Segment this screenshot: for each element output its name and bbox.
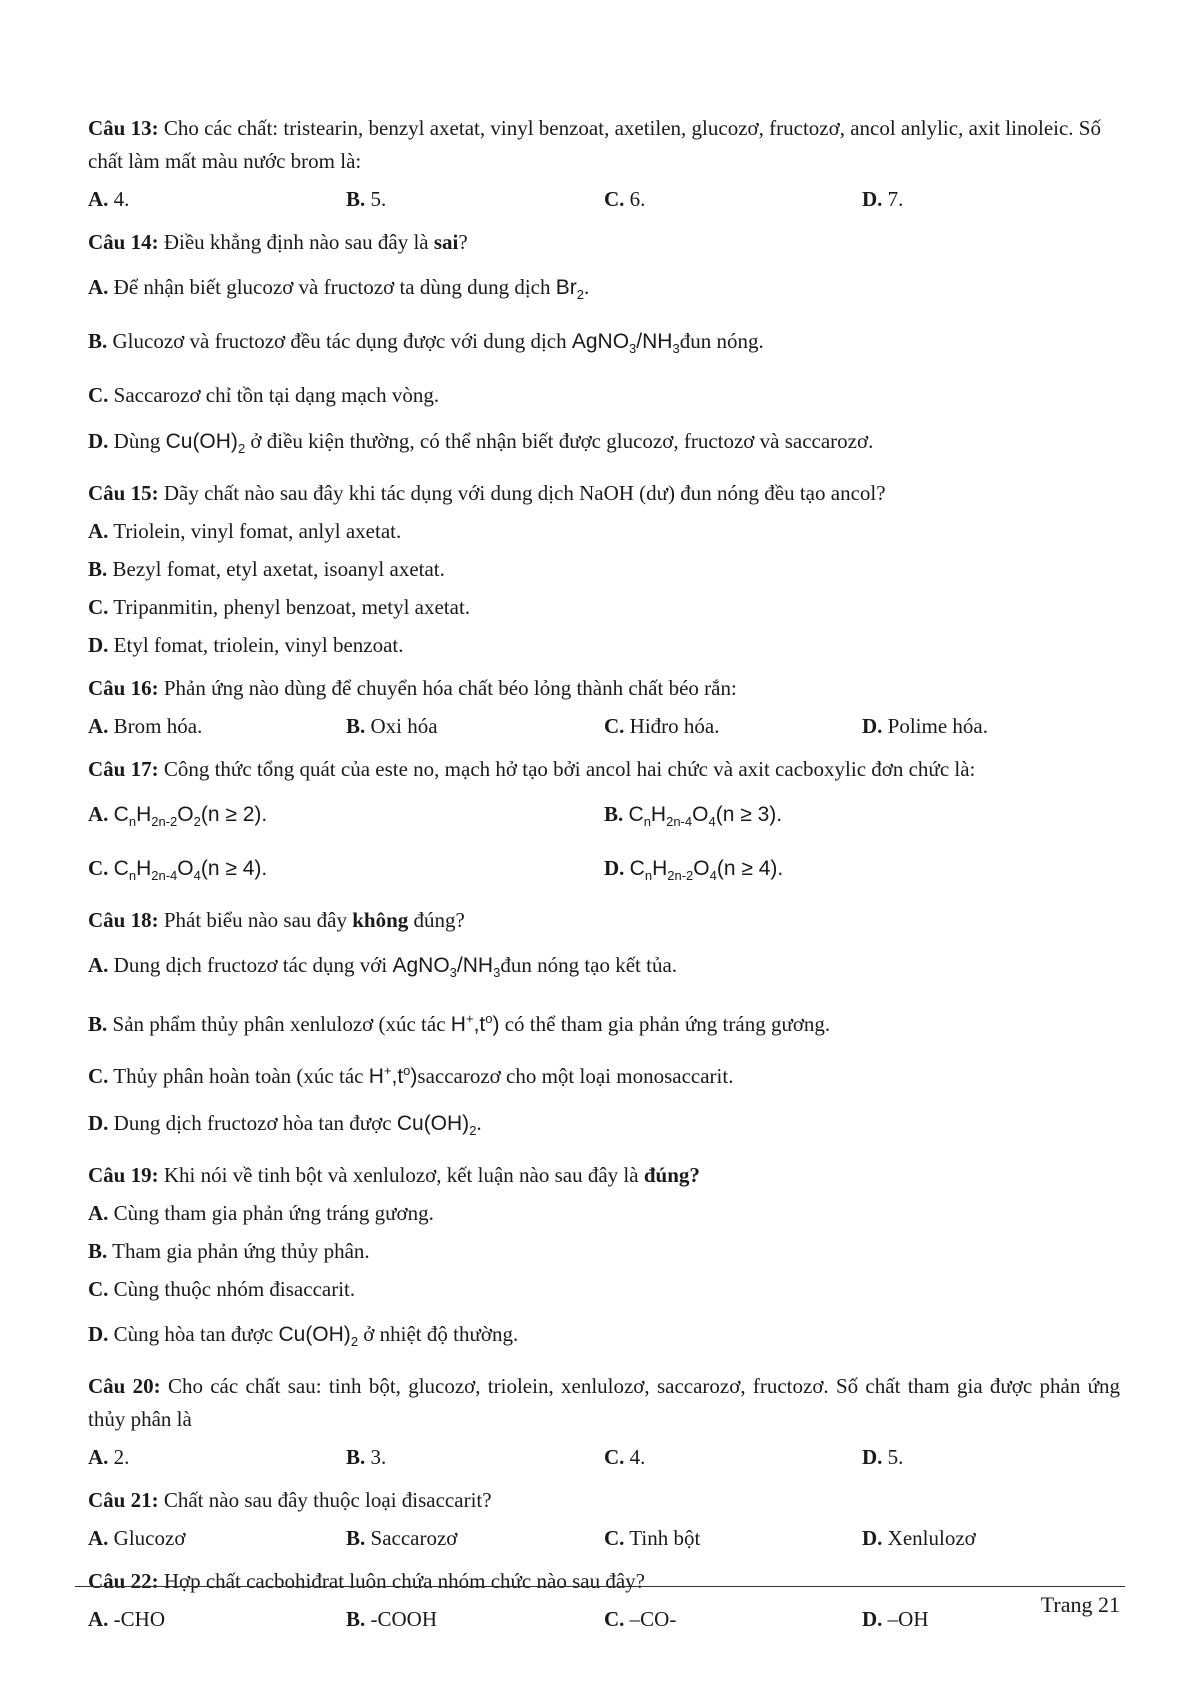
option-label: C. — [88, 856, 109, 880]
question-emphasis: sai — [433, 230, 459, 254]
option-b — [346, 1521, 604, 1555]
formula-sub: 2 — [469, 1123, 477, 1138]
option-text: Thủy phân hoàn toàn (xúc tác — [113, 1064, 364, 1088]
option-text-end: . — [583, 275, 590, 299]
option-c — [604, 182, 862, 216]
formula-part: AgNO — [392, 954, 450, 977]
question-17 — [88, 753, 1120, 786]
option-label: A. — [88, 1201, 109, 1225]
formula-sub: 2n-2 — [667, 868, 694, 883]
option-text: Hiđro hóa. — [629, 714, 720, 738]
option-label: C. — [604, 714, 625, 738]
formula-main: Cu(OH) — [165, 430, 238, 453]
formula-part: ,t — [391, 1065, 404, 1088]
option-label: A. — [88, 714, 109, 738]
option-label: B. — [88, 329, 108, 353]
formula-part: O — [692, 803, 709, 826]
formula-sub: 4 — [193, 868, 201, 883]
option-text: Glucozơ và fructozơ đều tác dụng được với dung dịch — [112, 329, 567, 353]
formula-part: H — [652, 857, 668, 880]
formula-sup: + — [383, 1063, 392, 1078]
question-number: Câu 20: — [88, 1374, 161, 1398]
options-row — [88, 1521, 1120, 1555]
option-c — [88, 377, 1120, 413]
option-label: A. — [88, 519, 109, 543]
page-number: Trang 21 — [1040, 1592, 1120, 1617]
question-number: Câu 22: — [88, 1569, 159, 1593]
option-label: B. — [346, 1526, 366, 1550]
question-number: Câu 18: — [88, 908, 159, 932]
option-d — [862, 1521, 1120, 1555]
formula — [571, 330, 680, 356]
question-19 — [88, 1159, 1120, 1192]
option-d — [88, 1105, 1120, 1149]
formula — [113, 803, 268, 829]
formula-sup: o — [403, 1063, 411, 1078]
option-label: B. — [346, 1607, 366, 1631]
option-a — [88, 1196, 1120, 1230]
question-16 — [88, 672, 1120, 705]
option-text: -CHO — [113, 1607, 166, 1631]
question-number: Câu 19: — [88, 1163, 159, 1187]
option-label: A. — [88, 1445, 109, 1469]
formula-sub: n — [643, 814, 651, 829]
option-b — [88, 323, 1120, 367]
option-text: 3. — [370, 1445, 387, 1469]
option-b — [346, 709, 604, 743]
option-text: Dung dịch fructozơ tác dụng với — [113, 953, 388, 977]
formula-sup: + — [465, 1011, 474, 1026]
formula-part: O — [177, 857, 194, 880]
formula-part: ) — [492, 1013, 500, 1036]
option-text-end: ở điều kiện thường, có thể nhận biết được glucozơ, fructozơ và saccarozơ. — [250, 429, 874, 453]
question-21 — [88, 1484, 1120, 1517]
option-c — [604, 1602, 862, 1636]
formula-part: H — [650, 803, 667, 826]
formula-sub: 4 — [709, 868, 717, 883]
formula-sub: n — [128, 814, 137, 829]
formula-main: Cu(OH) — [278, 1323, 351, 1346]
formula-sub: 2 — [193, 814, 201, 829]
options-row — [88, 850, 1120, 894]
option-label: C. — [88, 1064, 109, 1088]
option-text: Etyl fomat, triolein, vinyl benzoat. — [113, 633, 404, 657]
formula — [451, 1013, 500, 1036]
question-number: Câu 14: — [88, 230, 159, 254]
option-label: D. — [862, 1445, 883, 1469]
formula-condition: (n ≥ 4). — [716, 857, 784, 880]
option-label: D. — [862, 714, 883, 738]
options-row — [88, 796, 1120, 840]
question-text: Chất nào sau đây thuộc loại đisaccarit? — [163, 1488, 492, 1512]
formula-condition: (n ≥ 3). — [715, 803, 783, 826]
formula — [392, 954, 501, 980]
option-label: A. — [88, 802, 109, 826]
question-emphasis: không — [352, 908, 409, 932]
option-label: D. — [862, 1526, 883, 1550]
option-b — [604, 796, 1120, 840]
question-text-end: ? — [458, 230, 468, 254]
options-row — [88, 1602, 1120, 1636]
option-label: A. — [88, 187, 109, 211]
question-18 — [88, 904, 1120, 937]
option-label: C. — [604, 1526, 625, 1550]
question-number: Câu 17: — [88, 757, 159, 781]
option-label: C. — [88, 1277, 109, 1301]
question-number: Câu 13: — [88, 116, 159, 140]
formula-sub: 2n-4 — [666, 814, 693, 829]
options-row — [88, 1440, 1120, 1474]
option-a — [88, 269, 1120, 313]
formula-part: H — [136, 803, 152, 826]
option-d — [88, 423, 1120, 467]
formula — [113, 857, 268, 883]
question-14 — [88, 226, 1120, 259]
option-a — [88, 1440, 346, 1474]
exam-page — [88, 112, 1120, 1638]
option-text: 4. — [629, 1445, 646, 1469]
option-d — [604, 850, 1120, 894]
formula-sub: n — [128, 868, 137, 883]
option-label: C. — [604, 1607, 625, 1631]
formula-part: C — [628, 803, 644, 826]
option-text: Sản phẩm thủy phân xenlulozơ (xúc tác — [112, 1012, 446, 1036]
option-b — [346, 1602, 604, 1636]
formula — [629, 857, 784, 883]
option-a — [88, 796, 604, 840]
option-text: 7. — [887, 187, 904, 211]
formula-sub: 2 — [237, 441, 246, 456]
formula-part: C — [113, 857, 129, 880]
option-label: D. — [88, 1111, 109, 1135]
option-label: A. — [88, 275, 109, 299]
question-text-end: đúng? — [413, 908, 465, 932]
option-text: Brom hóa. — [113, 714, 203, 738]
options-row — [88, 709, 1120, 743]
option-text: Dung dịch fructozơ hòa tan được — [113, 1111, 392, 1135]
option-label: B. — [88, 1012, 108, 1036]
option-c — [604, 1440, 862, 1474]
option-text: Tripanmitin, phenyl benzoat, metyl axetat. — [113, 595, 471, 619]
option-b — [88, 1234, 1120, 1268]
option-a — [88, 1521, 346, 1555]
formula-part: C — [629, 857, 645, 880]
formula-main: Br — [555, 276, 577, 299]
option-c — [88, 1053, 1120, 1095]
option-b — [346, 1440, 604, 1474]
option-text: Tinh bột — [629, 1526, 701, 1550]
option-c — [88, 1272, 1120, 1306]
option-text: 2. — [113, 1445, 130, 1469]
option-label: A. — [88, 1526, 109, 1550]
option-text: Xenlulozơ — [887, 1526, 976, 1550]
question-text: Phản ứng nào dùng để chuyển hóa chất béo lỏng thành chất béo rắn: — [163, 676, 737, 700]
option-text: 6. — [629, 187, 646, 211]
option-label: B. — [346, 187, 366, 211]
formula-sub: 3 — [629, 341, 637, 356]
formula — [628, 803, 783, 829]
option-text-end: saccarozơ cho một loại monosaccarit. — [417, 1064, 734, 1088]
question-15 — [88, 477, 1120, 510]
footer-divider — [75, 1586, 1125, 1587]
question-20 — [88, 1370, 1120, 1436]
option-text: Glucozơ — [113, 1526, 186, 1550]
question-text: Cho các chất sau: tinh bột, glucozơ, triolein, xenlulozơ, saccarozơ, fructozơ. Số chất tham gia được phản ứng thủy phân là — [88, 1374, 1121, 1431]
option-d — [862, 1440, 1120, 1474]
option-text-end: . — [476, 1111, 482, 1135]
formula-part: C — [113, 803, 129, 826]
formula-part: H — [136, 857, 152, 880]
formula-condition: (n ≥ 4). — [200, 857, 268, 880]
option-b — [88, 1001, 1120, 1043]
formula-sub: 2 — [350, 1334, 359, 1349]
question-text: Điều khẳng định nào sau đây là — [163, 230, 429, 254]
option-text: 4. — [113, 187, 130, 211]
option-a — [88, 514, 1120, 548]
question-emphasis: đúng? — [643, 1163, 700, 1187]
option-text: 5. — [887, 1445, 904, 1469]
option-a — [88, 182, 346, 216]
option-text-end: đun nóng tạo kết tủa. — [500, 953, 678, 977]
option-text: Để nhận biết glucozơ và fructozơ ta dùng dung dịch — [113, 275, 551, 299]
option-label: B. — [88, 557, 108, 581]
option-text-end: có thể tham gia phản ứng tráng gương. — [504, 1012, 831, 1036]
option-text: 5. — [370, 187, 387, 211]
option-label: B. — [346, 714, 366, 738]
option-c — [88, 850, 604, 894]
question-text: Cho các chất: tristearin, benzyl axetat, vinyl benzoat, axetilen, glucozơ, fructozơ, ancol anlylic, axit linoleic. Số chất làm mất màu nước brom là: — [88, 116, 1101, 173]
formula-condition: (n ≥ 2). — [200, 803, 268, 826]
question-text: Khi nói về tinh bột và xenlulozơ, kết luận nào sau đây là — [163, 1163, 639, 1187]
option-text: Bezyl fomat, etyl axetat, isoanyl axetat. — [112, 557, 445, 581]
formula-sub: 2n-4 — [151, 868, 178, 883]
option-a — [88, 709, 346, 743]
formula-part: /NH — [636, 330, 673, 353]
question-text: Hợp chất cacbohiđrat luôn chứa nhóm chức nào sau đây? — [163, 1569, 645, 1593]
option-text: –CO- — [629, 1607, 677, 1631]
formula-sub: 2n-2 — [151, 814, 178, 829]
formula-part: O — [693, 857, 710, 880]
formula-part: H — [450, 1013, 466, 1036]
option-label: D. — [604, 856, 625, 880]
option-text: Tham gia phản ứng thủy phân. — [112, 1239, 370, 1263]
formula-sub: 3 — [672, 341, 680, 356]
formula-part: H — [368, 1065, 384, 1088]
option-c — [88, 590, 1120, 624]
option-label: B. — [88, 1239, 108, 1263]
option-label: A. — [88, 1607, 109, 1631]
option-label: D. — [88, 1322, 109, 1346]
formula — [555, 276, 584, 302]
question-text: Dãy chất nào sau đây khi tác dụng với dung dịch NaOH (dư) đun nóng đều tạo ancol? — [163, 481, 886, 505]
formula-sub: n — [644, 868, 653, 883]
question-text: Công thức tổng quát của este no, mạch hở tạo bởi ancol hai chức và axit cacboxylic đơn chức là: — [163, 757, 976, 781]
formula — [396, 1112, 477, 1138]
question-number: Câu 16: — [88, 676, 159, 700]
question-text: Phát biểu nào sau đây — [163, 908, 347, 932]
formula-sub: 4 — [708, 814, 716, 829]
formula — [369, 1065, 418, 1088]
formula-sup: o — [485, 1011, 493, 1026]
option-d — [88, 628, 1120, 662]
option-b — [88, 552, 1120, 586]
option-d — [88, 1316, 1120, 1360]
formula — [278, 1323, 359, 1349]
option-text-end: ở nhiệt độ thường. — [363, 1322, 519, 1346]
option-label: C. — [604, 1445, 625, 1469]
option-text: Triolein, vinyl fomat, anlyl axetat. — [113, 519, 402, 543]
option-label: C. — [604, 187, 625, 211]
options-row — [88, 182, 1120, 216]
option-text: Oxi hóa — [370, 714, 438, 738]
option-text: Polime hóa. — [887, 714, 988, 738]
option-c — [604, 1521, 862, 1555]
question-13 — [88, 112, 1120, 178]
option-text: Cùng hòa tan được — [113, 1322, 274, 1346]
option-text: Saccarozơ — [370, 1526, 458, 1550]
formula-sub: 2 — [576, 287, 584, 302]
option-d — [862, 182, 1120, 216]
option-a — [88, 1602, 346, 1636]
formula-main: Cu(OH) — [396, 1112, 470, 1135]
option-d — [862, 709, 1120, 743]
option-label: B. — [604, 802, 624, 826]
formula-part: AgNO — [571, 330, 630, 353]
formula-sub: 3 — [449, 965, 457, 980]
option-text: Cùng tham gia phản ứng tráng gương. — [113, 1201, 434, 1225]
option-label: C. — [88, 595, 109, 619]
option-label: C. — [88, 383, 109, 407]
option-label: B. — [346, 1445, 366, 1469]
option-text: Cùng thuộc nhóm đisaccarit. — [113, 1277, 356, 1301]
formula — [165, 430, 246, 456]
option-text: Saccarozơ chỉ tồn tại dạng mạch vòng. — [113, 383, 440, 407]
option-label: D. — [862, 1607, 883, 1631]
option-a — [88, 947, 1120, 991]
option-label: A. — [88, 953, 109, 977]
formula-sub: 3 — [493, 965, 501, 980]
formula-part: /NH — [456, 954, 494, 977]
formula-part: ) — [410, 1065, 418, 1088]
option-c — [604, 709, 862, 743]
option-label: D. — [88, 429, 109, 453]
option-text: Dùng — [113, 429, 161, 453]
formula-part: ,t — [473, 1013, 486, 1036]
option-label: D. — [862, 187, 883, 211]
question-number: Câu 21: — [88, 1488, 159, 1512]
option-text: -COOH — [370, 1607, 438, 1631]
question-number: Câu 15: — [88, 481, 159, 505]
question-22 — [88, 1565, 1120, 1598]
formula-part: O — [177, 803, 194, 826]
option-text-end: đun nóng. — [679, 329, 764, 353]
option-text: –OH — [887, 1607, 929, 1631]
option-label: D. — [88, 633, 109, 657]
option-b — [346, 182, 604, 216]
